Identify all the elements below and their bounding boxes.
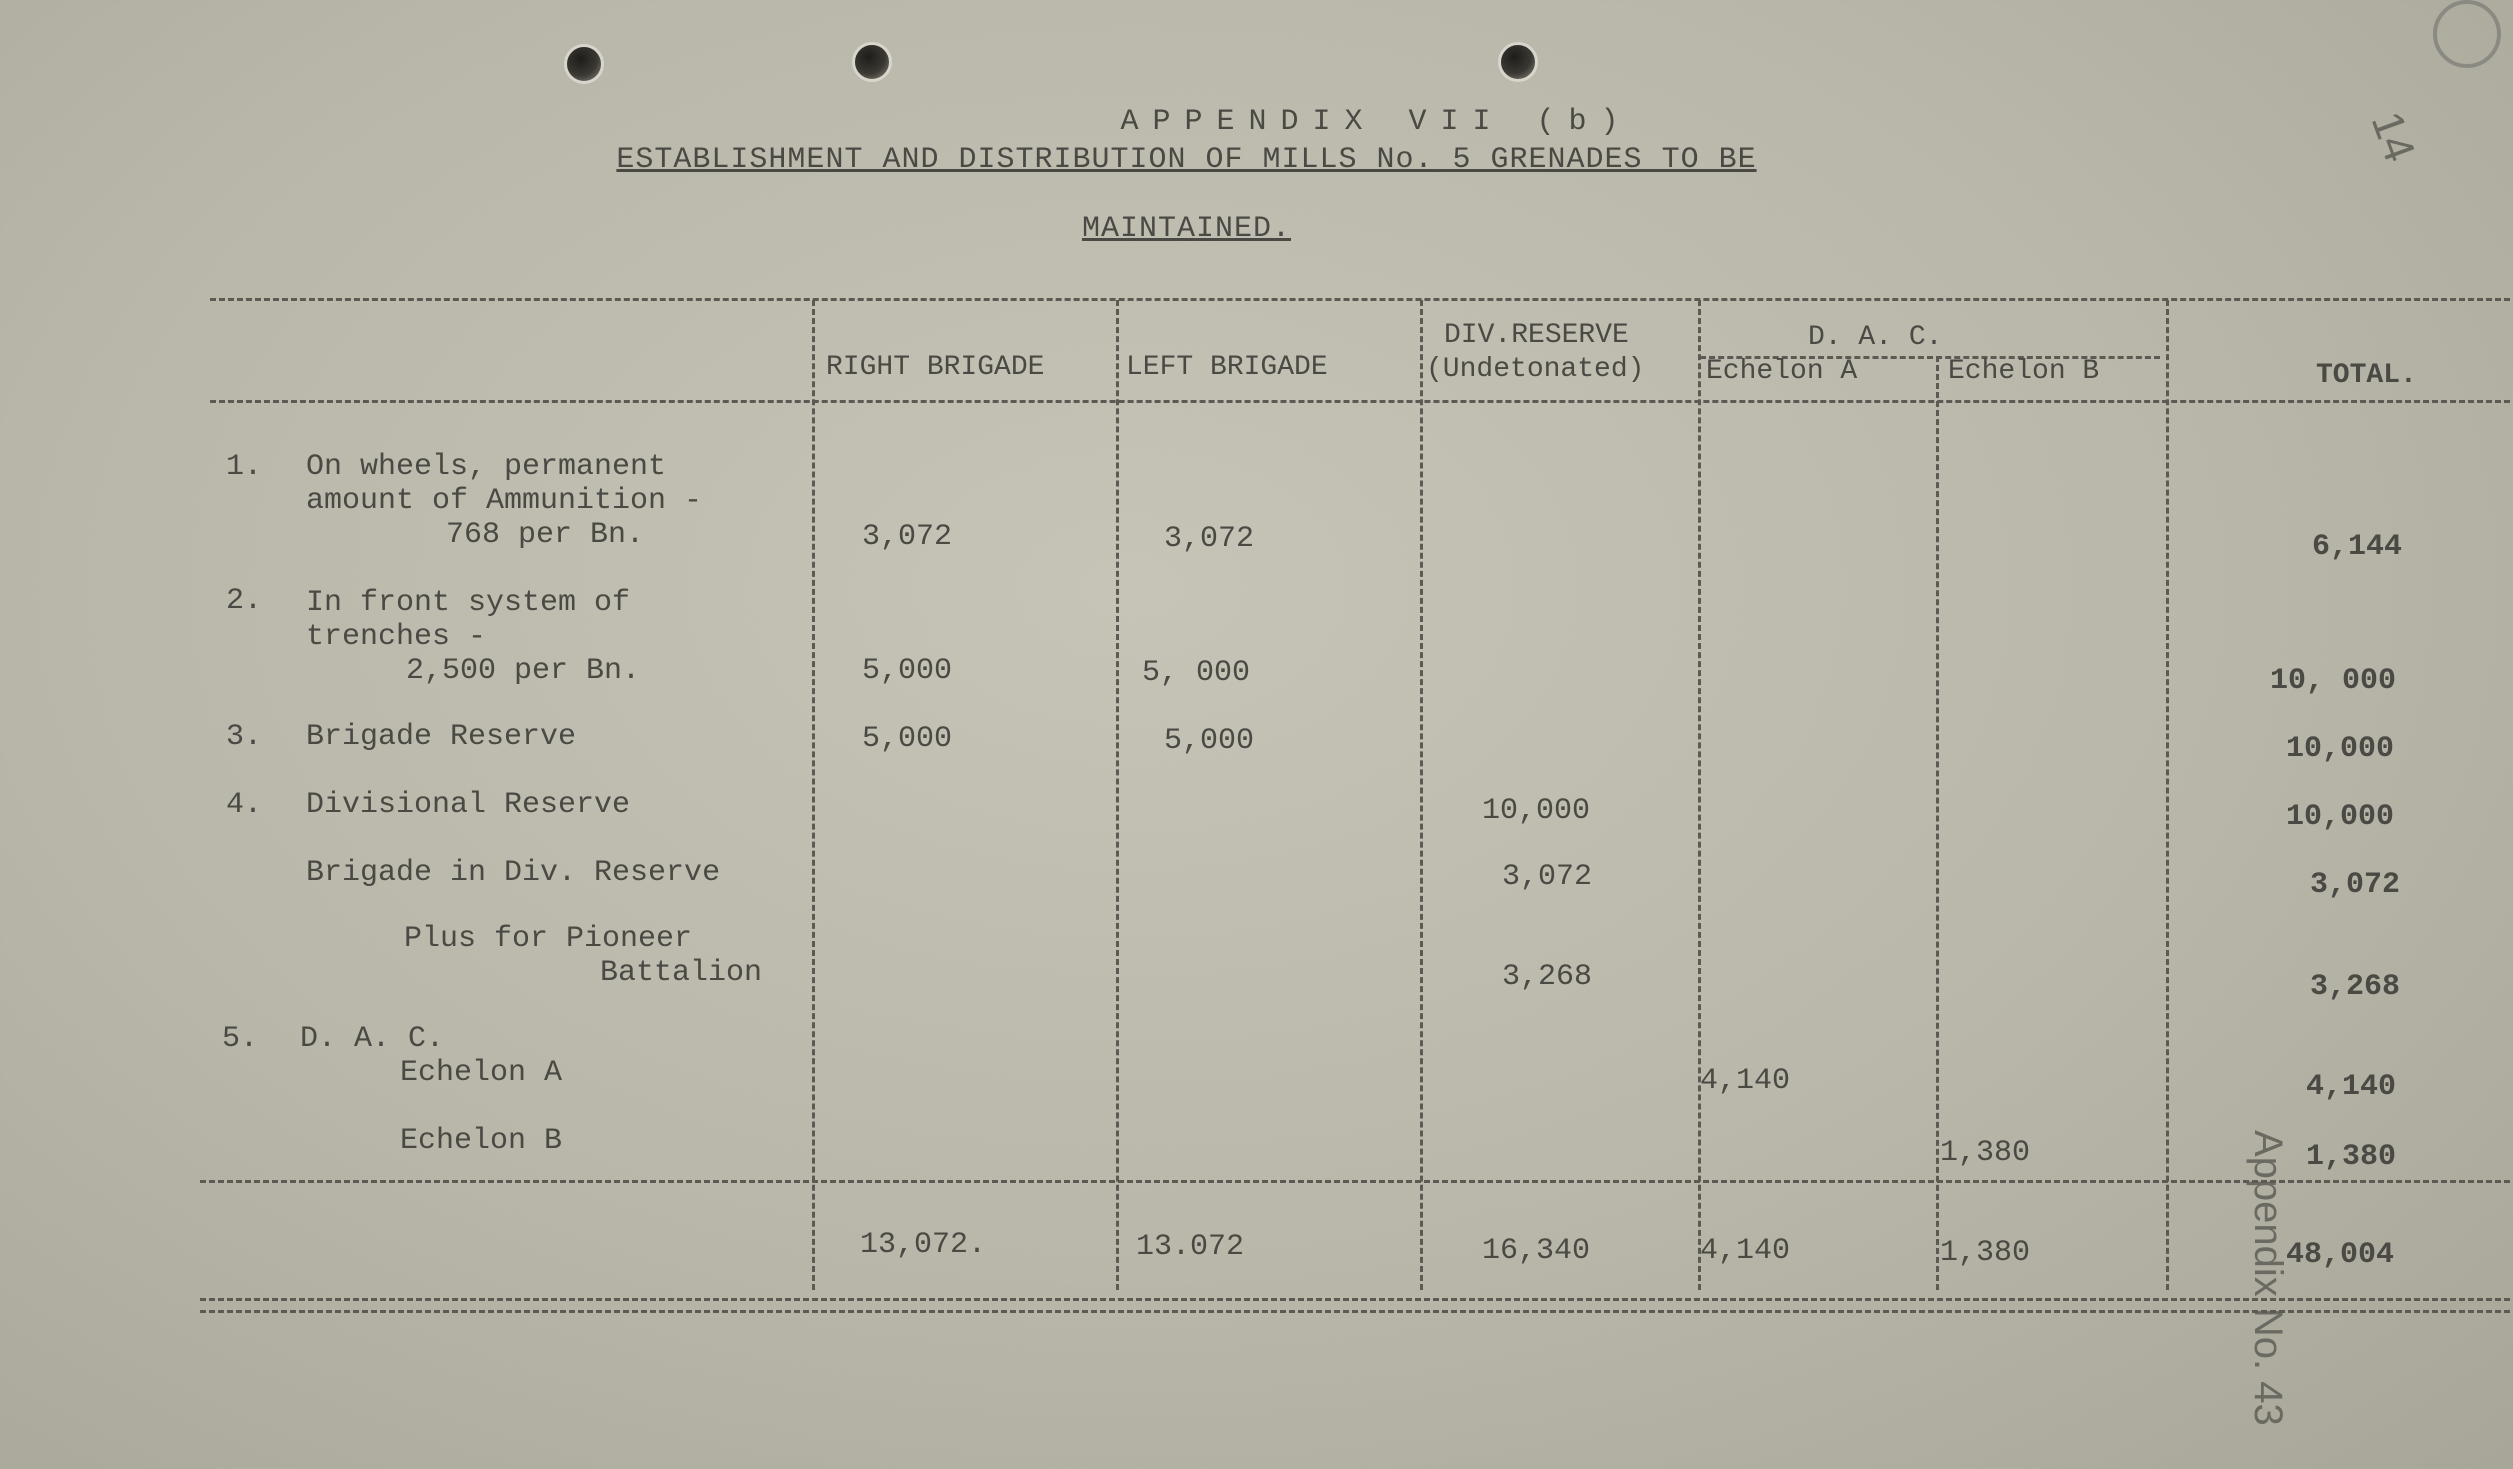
cell-total: 3,072 — [2310, 868, 2401, 902]
cell-div-reserve: 10,000 — [1482, 794, 1591, 828]
appendix-heading: APPENDIX VII (b) — [1120, 105, 1633, 139]
column-divider — [812, 300, 815, 1290]
row-label: 768 per Bn. — [446, 518, 645, 552]
row-label: Brigade Reserve — [306, 720, 577, 754]
cell-right-brigade: 5,000 — [862, 722, 953, 756]
row-label: Echelon B — [400, 1124, 563, 1158]
cell-right-brigade: 5,000 — [862, 654, 953, 688]
column-divider — [1936, 356, 1939, 1290]
header-echelon-b: Echelon B — [1948, 356, 2100, 387]
grand-total: 48,004 — [2286, 1238, 2395, 1272]
cell-left-brigade: 3,072 — [1164, 522, 1255, 556]
row-number: 1. — [226, 450, 263, 484]
header-dac: D. A. C. — [1808, 322, 1943, 353]
cell-div-reserve: 3,072 — [1502, 860, 1593, 894]
cell-echelon-a: 4,140 — [1700, 1064, 1791, 1098]
total-echelon-a: 4,140 — [1700, 1234, 1791, 1268]
row-label: In front system of — [306, 586, 631, 620]
cell-div-reserve: 3,268 — [1502, 960, 1593, 994]
punch-hole — [564, 44, 604, 84]
column-divider — [2166, 300, 2169, 1290]
appendix-side-note: Appendix No. 43 — [2246, 1130, 2290, 1426]
row-number: 2. — [226, 584, 263, 618]
punch-hole — [1498, 42, 1538, 82]
cell-total: 4,140 — [2306, 1070, 2397, 1104]
header-bottom-rule — [210, 400, 2510, 403]
cell-total: 10,000 — [2286, 732, 2395, 766]
row-number: 5. — [222, 1022, 259, 1056]
row-label: amount of Ammunition - — [306, 484, 703, 518]
row-label: D. A. C. — [300, 1022, 445, 1056]
table-bottom-rule — [200, 1298, 2510, 1301]
document-title-continued: MAINTAINED. — [1081, 212, 1292, 246]
table-top-rule — [210, 298, 2510, 301]
cell-total: 1,380 — [2306, 1140, 2397, 1174]
cell-left-brigade: 5,000 — [1164, 724, 1255, 758]
header-total: TOTAL. — [2316, 360, 2417, 391]
header-echelon-a: Echelon A — [1706, 356, 1858, 387]
totals-top-rule — [200, 1180, 2510, 1183]
header-undetonated: (Undetonated) — [1426, 354, 1645, 385]
cell-total: 10,000 — [2286, 800, 2395, 834]
cell-total: 3,268 — [2310, 970, 2401, 1004]
row-label: trenches - — [306, 620, 487, 654]
cell-echelon-b: 1,380 — [1940, 1136, 2031, 1170]
cell-total: 6,144 — [2312, 530, 2403, 564]
row-label: Divisional Reserve — [306, 788, 631, 822]
punch-hole — [852, 42, 892, 82]
page-mark: 14 — [2361, 105, 2425, 169]
row-label: Plus for Pioneer — [404, 922, 693, 956]
header-div-reserve: DIV.RESERVE — [1444, 320, 1629, 351]
header-right-brigade: RIGHT BRIGADE — [826, 352, 1045, 383]
cell-left-brigade: 5, 000 — [1142, 656, 1251, 690]
column-divider — [1698, 300, 1701, 1290]
row-label: Echelon A — [400, 1056, 563, 1090]
cell-right-brigade: 3,072 — [862, 520, 953, 554]
column-divider — [1420, 300, 1423, 1290]
row-label: On wheels, permanent — [306, 450, 667, 484]
row-label: Brigade in Div. Reserve — [306, 856, 721, 890]
circle-stamp — [2433, 0, 2501, 68]
header-left-brigade: LEFT BRIGADE — [1126, 352, 1328, 383]
document-title: ESTABLISHMENT AND DISTRIBUTION OF MILLS No. 5 GRENADES TO BE — [616, 143, 1757, 177]
column-divider — [1116, 300, 1119, 1290]
total-right-brigade: 13,072. — [860, 1228, 987, 1262]
total-echelon-b: 1,380 — [1940, 1236, 2031, 1270]
row-label: 2,500 per Bn. — [406, 654, 641, 688]
table-bottom-rule-double — [200, 1310, 2510, 1313]
total-div-reserve: 16,340 — [1482, 1234, 1591, 1268]
row-number: 4. — [226, 788, 263, 822]
row-label: Battalion — [600, 956, 763, 990]
row-number: 3. — [226, 720, 263, 754]
cell-total: 10, 000 — [2270, 664, 2397, 698]
total-left-brigade: 13.072 — [1136, 1230, 1245, 1264]
